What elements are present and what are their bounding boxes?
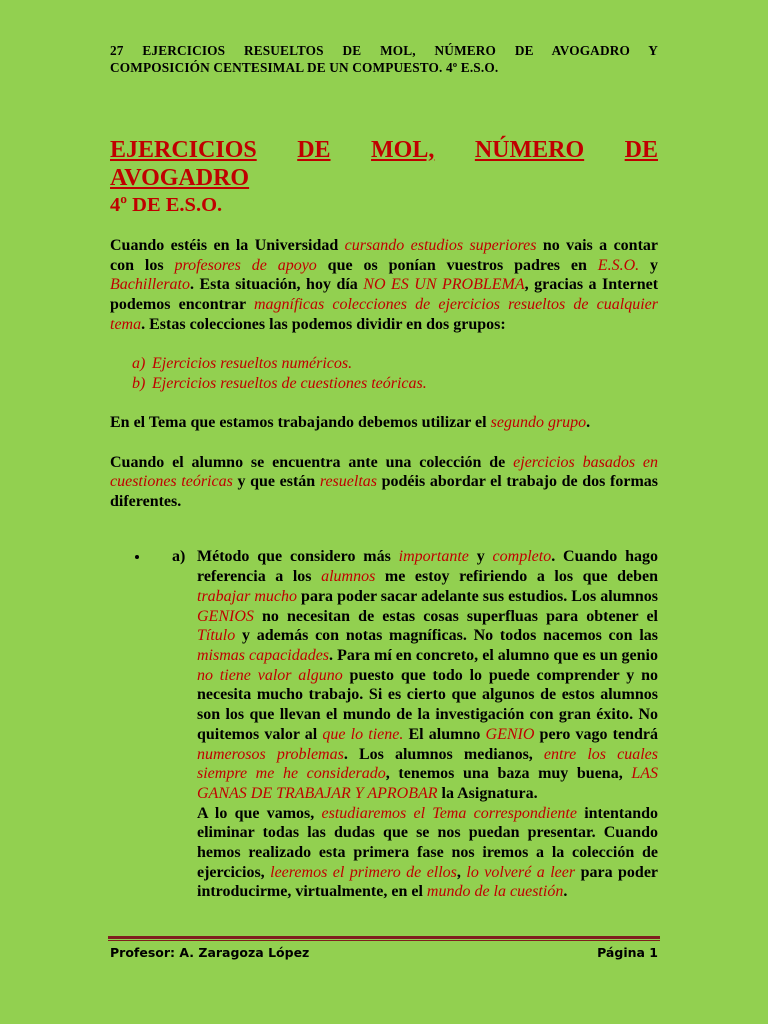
text-run: para poder sacar adelante sus estudios. Los alumnos bbox=[297, 587, 659, 605]
highlight-text: trabajar mucho bbox=[197, 587, 298, 605]
highlight-text: que lo tiene. bbox=[322, 725, 404, 743]
text-run: En el Tema que estamos trabajando debemos utilizar el bbox=[110, 414, 491, 432]
highlight-text: numerosos problemas bbox=[197, 745, 344, 763]
highlight-text: magníficas colecciones de ejercicios resueltos de cualquier tema bbox=[110, 296, 658, 333]
text-run: . bbox=[586, 414, 591, 432]
title-word: MOL, bbox=[371, 137, 435, 163]
highlight-text: LAS GANAS DE TRABAJAR Y APROBAR bbox=[197, 765, 659, 802]
approach-paragraph bbox=[110, 453, 658, 512]
method-a-paragraph bbox=[197, 547, 658, 803]
highlight-text: importante bbox=[398, 548, 469, 566]
text-run: . Cuando hago referencia a los bbox=[197, 548, 658, 586]
highlight-text: entre los cuales siempre me he considerado bbox=[197, 745, 658, 783]
document-header bbox=[110, 42, 658, 76]
list-item-text: Ejercicios resueltos numéricos. bbox=[152, 355, 353, 373]
highlight-text: leeremos el primero de ellos bbox=[270, 863, 457, 881]
list-item bbox=[110, 354, 658, 374]
text-run: intentando eliminar todas las dudas que se nos puedan presentar. Cuando hemos realizado esta primera fase nos iremos a la colección de ejercicios, bbox=[197, 804, 658, 881]
text-run: no necesitan de estas cosas superfluas para obtener el bbox=[253, 607, 658, 625]
title-word: DE bbox=[297, 137, 331, 163]
title-word: EJERCICIOS bbox=[110, 137, 257, 163]
page-title bbox=[110, 136, 658, 218]
text-run: , gracias a Internet podemos encontrar bbox=[110, 276, 659, 314]
footer-divider bbox=[108, 936, 660, 941]
text-run: , bbox=[456, 863, 467, 881]
title-word: NÚMERO bbox=[474, 137, 585, 163]
highlight-text: cursando estudios superiores bbox=[344, 237, 537, 254]
text-run: y además con notas magníficas. No todos nacemos con las bbox=[235, 627, 658, 645]
text-run: . bbox=[563, 883, 568, 901]
intro-paragraph bbox=[110, 236, 658, 335]
text-run: no vais a contar con los bbox=[110, 237, 658, 274]
highlight-text: ejercicios basados en cuestiones teóricas bbox=[110, 453, 659, 491]
document-body bbox=[110, 236, 658, 918]
text-run: me estoy refiriendo a los que deben bbox=[375, 568, 659, 586]
highlight-text: GENIOS bbox=[197, 607, 254, 625]
text-run: Método que considero más bbox=[197, 548, 399, 566]
highlight-text: NO ES UN PROBLEMA bbox=[363, 276, 525, 294]
text-run: para poder introducirme, virtualmente, en el bbox=[197, 863, 659, 901]
text-run: podéis abordar el trabajo de dos formas diferentes. bbox=[110, 473, 659, 511]
text-run: la Asignatura. bbox=[437, 784, 538, 802]
list-item-text: Ejercicios resueltos de cuestiones teóricas. bbox=[152, 374, 427, 392]
methods-list bbox=[110, 547, 658, 902]
text-run: pero vago tendrá bbox=[534, 725, 659, 743]
highlight-text: mismas capacidades bbox=[197, 647, 330, 664]
title-subtitle: 4º DE E.S.O. bbox=[110, 194, 223, 216]
groups-list bbox=[110, 354, 658, 393]
text-run: y bbox=[468, 548, 493, 566]
footer-author: Profesor: A. Zaragoza López bbox=[110, 945, 310, 960]
text-run: . Para mí en concreto, el alumno que es un genio bbox=[329, 647, 659, 664]
header-line-2: COMPOSICIÓN CENTESIMAL DE UN COMPUESTO. 4º E.S.O. bbox=[110, 60, 499, 75]
highlight-text: alumnos bbox=[321, 568, 376, 586]
highlight-text: Bachillerato bbox=[110, 276, 190, 294]
text-run: que os ponían vuestros padres en bbox=[316, 256, 598, 274]
header-line-1: 27 EJERCICIOS RESUELTOS DE MOL, NÚMERO DE AVOGADRO Y bbox=[110, 43, 658, 58]
highlight-text: resueltas bbox=[319, 473, 377, 491]
title-line-1 bbox=[110, 136, 658, 164]
list-marker: b) bbox=[132, 374, 146, 392]
page-number: Página 1 bbox=[597, 945, 658, 960]
text-run: . Los alumnos medianos, bbox=[343, 745, 544, 763]
document-footer bbox=[110, 945, 658, 960]
text-run: . Estas colecciones las podemos dividir en dos grupos: bbox=[141, 315, 506, 333]
highlight-text: no tiene valor alguno bbox=[197, 666, 343, 684]
highlight-text: GENIO bbox=[485, 725, 535, 743]
highlight-text: lo volveré a leer bbox=[466, 863, 576, 881]
highlight-text: estudiaremos el Tema correspondiente bbox=[321, 804, 577, 822]
text-run: , tenemos una baza muy buena, bbox=[385, 765, 632, 783]
text-run: y bbox=[639, 256, 659, 274]
text-run: puesto que todo lo puede comprender y no necesita mucho trabajo. Si es cierto que algunos de estos alumnos son los que llevan el mundo de la investigación con gran éxito. No quitemos valor al bbox=[197, 666, 659, 743]
text-run: Cuando estéis en la Universidad bbox=[110, 237, 345, 254]
text-run: El alumno bbox=[403, 725, 486, 743]
text-run: A lo que vamos, bbox=[197, 804, 322, 822]
highlight-text: mundo de la cuestión bbox=[426, 883, 564, 901]
method-a-followup bbox=[197, 804, 658, 903]
method-a-item bbox=[150, 547, 658, 902]
highlight-text: Título bbox=[197, 627, 236, 645]
text-run: Cuando el alumno se encuentra ante una colección de bbox=[110, 453, 514, 471]
highlight-text: segundo grupo bbox=[490, 414, 587, 432]
list-marker: a) bbox=[132, 355, 146, 373]
list-marker: • a) bbox=[172, 548, 186, 566]
topic-paragraph bbox=[110, 413, 658, 433]
text-run: y que están bbox=[232, 473, 320, 491]
highlight-text: profesores de apoyo bbox=[174, 256, 317, 274]
text-run: . Esta situación, hoy día bbox=[189, 276, 364, 294]
highlight-text: E.S.O. bbox=[597, 256, 640, 274]
title-word: DE bbox=[624, 137, 658, 163]
list-item bbox=[110, 374, 658, 394]
title-line-2: AVOGADRO bbox=[110, 165, 250, 191]
highlight-text: completo bbox=[492, 548, 552, 566]
